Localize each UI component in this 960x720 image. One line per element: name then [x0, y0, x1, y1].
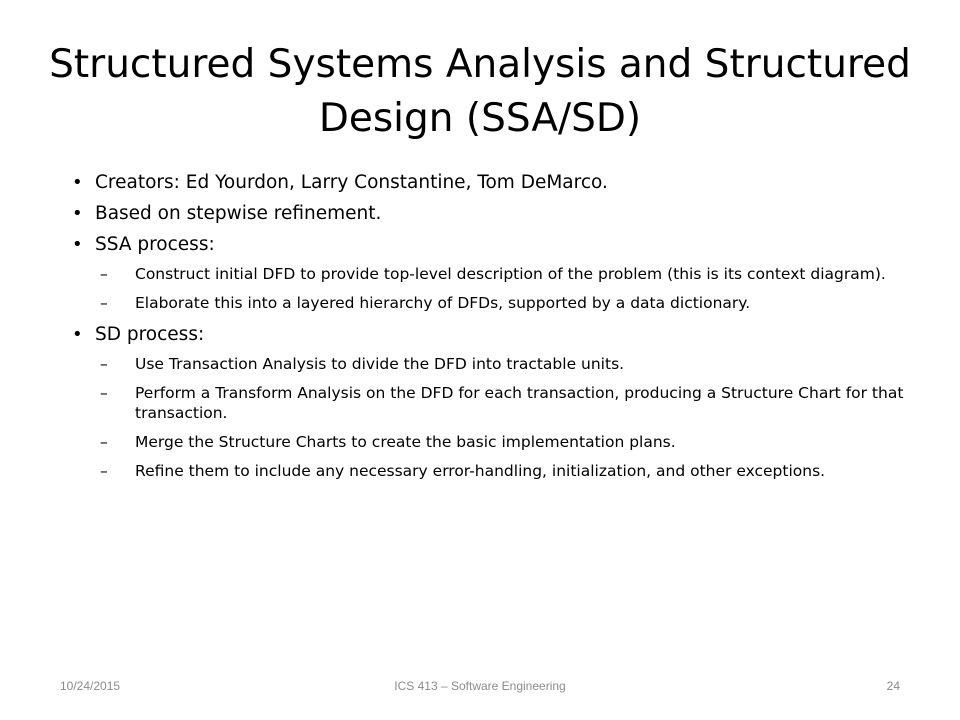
- sub-item-text: Use Transaction Analysis to divide the DFD into tractable units.: [135, 355, 625, 373]
- dash-icon: –: [100, 265, 108, 283]
- dash-icon: –: [100, 433, 108, 451]
- bullet-text: SSA process:: [95, 234, 215, 255]
- bullet-icon: •: [72, 234, 83, 255]
- ssa-sub-list: [72, 264, 912, 313]
- footer-date: 10/24/2015: [60, 679, 121, 693]
- bullet-item-sd-process: [72, 322, 912, 348]
- dash-icon: –: [100, 462, 108, 480]
- dash-icon: –: [100, 294, 108, 312]
- bullet-text: Creators: Ed Yourdon, Larry Constantine, Tom DeMarco.: [95, 172, 608, 193]
- slide-title: Structured Systems Analysis and Structured Design (SSA/SD): [49, 42, 911, 141]
- bullet-icon: •: [72, 172, 83, 193]
- sub-item-text: Perform a Transform Analysis on the DFD for each transaction, producing a Structure Chart for that transaction.: [135, 384, 904, 422]
- sub-item: [72, 383, 912, 423]
- sd-sub-list: [72, 354, 912, 481]
- bullet-item-stepwise: [72, 201, 912, 227]
- footer-page-number: 24: [886, 679, 900, 693]
- bullet-icon: •: [72, 203, 83, 224]
- bullet-text: Based on stepwise refinement.: [95, 203, 382, 224]
- sub-item: [72, 264, 912, 284]
- bullet-icon: •: [72, 324, 83, 345]
- dash-icon: –: [100, 384, 108, 402]
- sub-item-text: Refine them to include any necessary error-handling, initialization, and other exceptions.: [135, 462, 826, 480]
- sub-item-text: Merge the Structure Charts to create the basic implementation plans.: [135, 433, 676, 451]
- sub-item-text: Elaborate this into a layered hierarchy of DFDs, supported by a data dictionary.: [135, 294, 751, 312]
- bullet-item-creators: [72, 170, 912, 196]
- bullet-list: [72, 170, 912, 490]
- sub-item: [72, 461, 912, 481]
- bullet-text: SD process:: [95, 324, 205, 345]
- footer-course: ICS 413 – Software Engineering: [394, 679, 566, 693]
- sub-item: [72, 354, 912, 374]
- dash-icon: –: [100, 355, 108, 373]
- sub-item-text: Construct initial DFD to provide top-level description of the problem (this is its context diagram).: [135, 265, 886, 283]
- sub-item: [72, 432, 912, 452]
- bullet-item-ssa-process: [72, 232, 912, 258]
- sub-item: [72, 293, 912, 313]
